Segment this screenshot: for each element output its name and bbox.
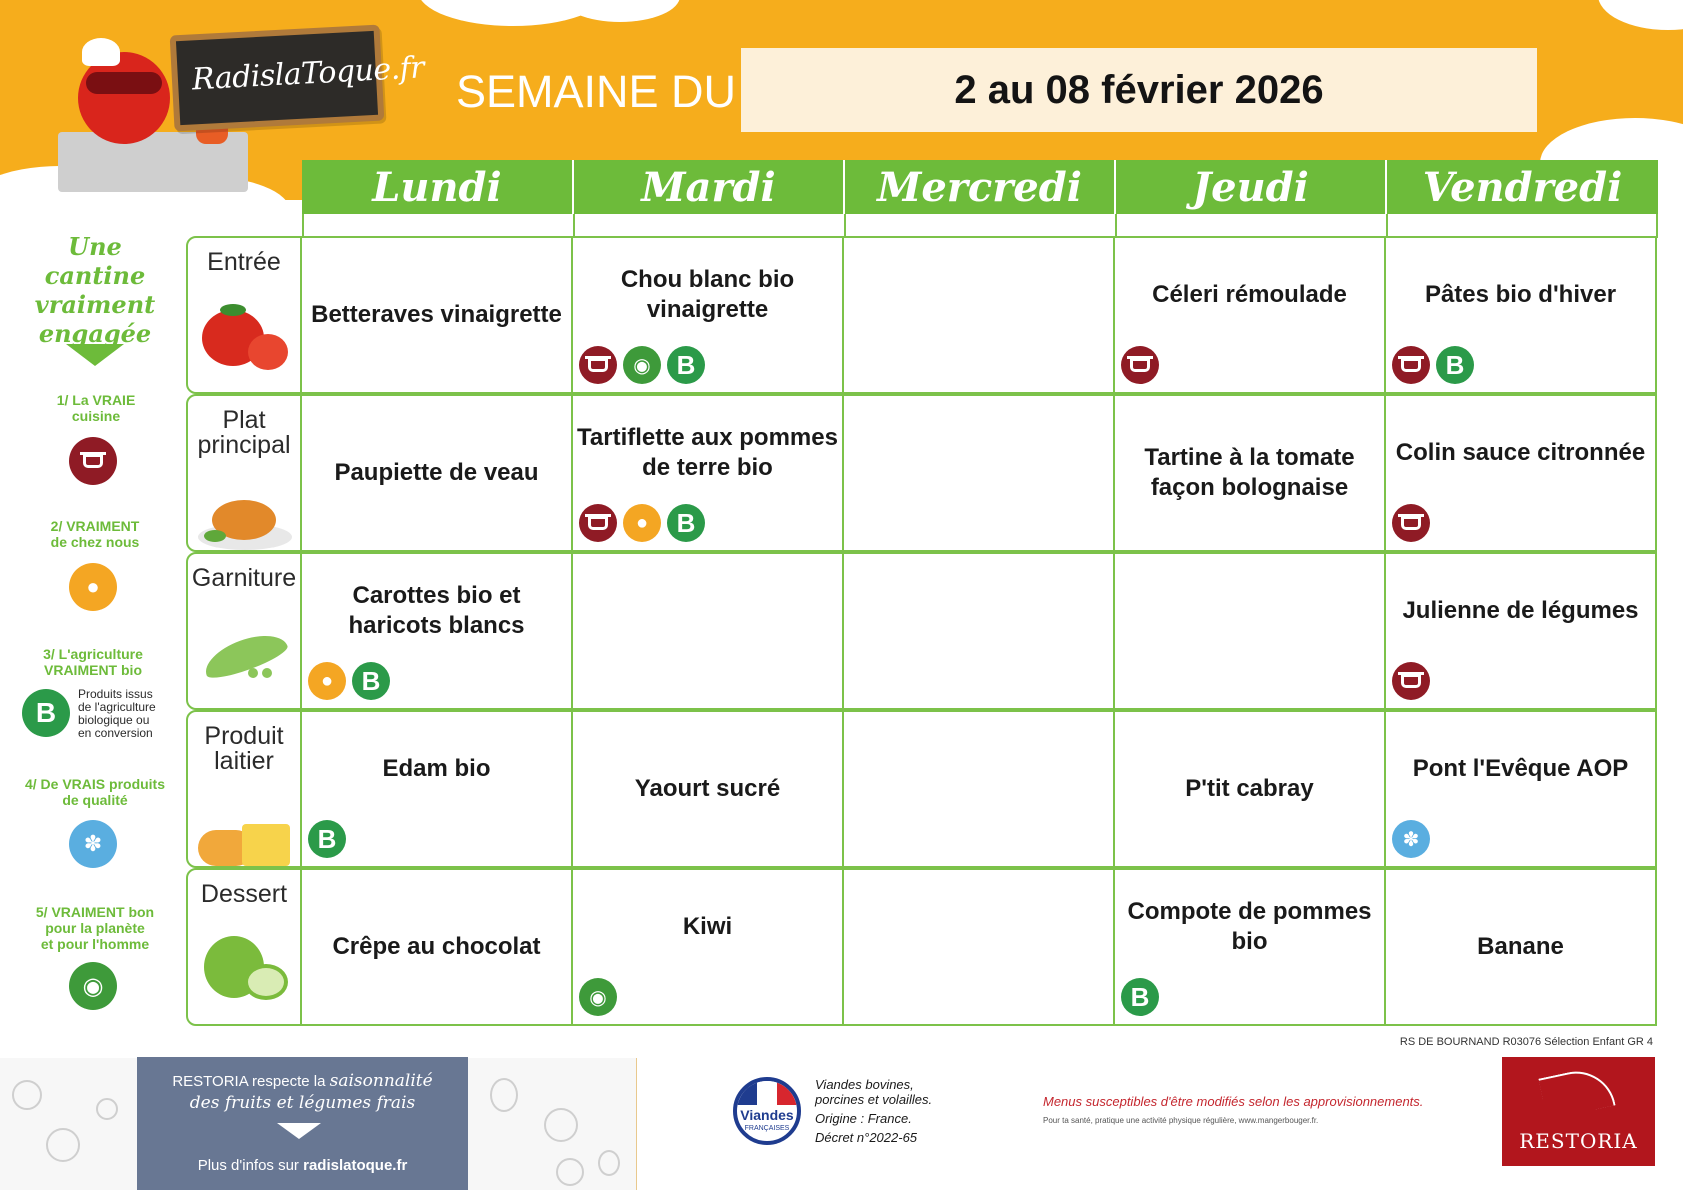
quality-rosette-icon: ✽ <box>1392 820 1430 858</box>
pot-glyph <box>1401 674 1421 688</box>
french-flag-icon <box>737 1081 797 1105</box>
label-badges <box>1392 346 1474 384</box>
category-label <box>188 882 300 907</box>
footer-divider <box>636 1058 637 1190</box>
pillar-1-line2: cuisine <box>71 408 121 424</box>
pot-icon <box>1392 346 1430 384</box>
bio-b-icon: B <box>1436 346 1474 384</box>
label-badges <box>1392 504 1430 542</box>
viandes-line: Viandes bovines, <box>815 1077 914 1092</box>
restoria-name: RESTORIA <box>1519 1129 1638 1153</box>
menu-cell-lundi <box>302 394 573 552</box>
label-badges <box>579 504 705 542</box>
bio-b-icon: B <box>1121 978 1159 1016</box>
sidebar-title <box>14 232 176 348</box>
peas-shape <box>248 668 258 678</box>
sidebar-title-line: vraiment <box>34 290 156 319</box>
subheader-lundi <box>302 214 575 238</box>
seasonality-line1 <box>137 1071 468 1091</box>
menu-cell-mardi <box>573 552 844 710</box>
category-label <box>188 408 300 458</box>
category-label <box>188 250 300 275</box>
category-label <box>188 724 300 774</box>
strawberry-icon <box>598 1150 620 1176</box>
logo-chalkboard[interactable] <box>170 25 425 132</box>
category-label <box>188 566 300 591</box>
subheader-mardi <box>573 214 846 238</box>
chef-hat-icon <box>82 38 120 66</box>
cheese-shape <box>242 824 290 866</box>
category-cell <box>186 710 302 868</box>
pot-icon <box>579 504 617 542</box>
label-badges <box>1121 346 1159 384</box>
menu-cell-jeudi <box>1115 710 1386 868</box>
category-label-line: Produit <box>204 722 284 750</box>
dish-name: Kiwi <box>682 913 733 940</box>
seasonality-line2: des fruits et légumes frais <box>189 1093 416 1113</box>
pot-glyph <box>83 454 103 468</box>
tomato-icon <box>198 298 292 368</box>
label-badges <box>1392 662 1430 700</box>
citrus-slice-icon <box>544 1108 578 1142</box>
bio-b-icon: B <box>667 346 705 384</box>
pillar-2-line2: de chez nous <box>50 534 140 550</box>
cheese-icon <box>198 800 292 870</box>
category-label-line: Dessert <box>200 880 288 908</box>
health-note: Pour ta santé, pratique une activité physique régulière, www.mangerbouger.fr. <box>1043 1116 1319 1125</box>
menu-cell-mercredi <box>844 236 1115 394</box>
dish-name: P'tit cabray <box>1185 775 1314 802</box>
menu-cell-jeudi <box>1115 394 1386 552</box>
bio-note-line: en conversion <box>78 726 153 740</box>
lemon-icon <box>12 1080 42 1110</box>
subheader-jeudi <box>1115 214 1388 238</box>
info-link[interactable]: radislatoque.fr <box>303 1157 408 1174</box>
pillar-4-line2: de qualité <box>62 792 128 808</box>
bio-note-line: de l'agriculture <box>78 700 156 714</box>
pillar-2-line1: 2/ VRAIMENT <box>50 518 140 534</box>
pot-icon <box>1392 504 1430 542</box>
category-cell <box>186 236 302 394</box>
tomato-shape <box>248 334 288 370</box>
menu-cell-lundi <box>302 710 573 868</box>
pot-icon <box>1121 346 1159 384</box>
pot-glyph <box>1401 516 1421 530</box>
menu-cell-mardi <box>573 710 844 868</box>
pillar-1-title <box>26 392 166 424</box>
farm-location-icon: ● <box>623 504 661 542</box>
menu-cell-vendredi <box>1386 710 1657 868</box>
farm-location-icon: ● <box>69 563 117 611</box>
category-label-line: Plat <box>222 406 266 434</box>
menu-cell-mercredi <box>844 868 1115 1026</box>
dish-name: Compote de pommes bio <box>1127 898 1372 955</box>
seasonality-prefix: RESTORIA respecte la <box>172 1073 326 1090</box>
mascot-mask <box>86 72 162 94</box>
dish-name: Crêpe au chocolat <box>332 933 541 960</box>
menu-cell-vendredi <box>1386 236 1657 394</box>
bio-b-icon: B <box>667 504 705 542</box>
pillar-3-line1: 3/ L'agriculture <box>43 646 143 662</box>
seasonality-arrow-icon <box>277 1123 321 1139</box>
day-header-jeudi: Jeudi <box>1116 160 1387 214</box>
menu-cell-mercredi <box>844 394 1115 552</box>
pillar-5-line2: pour la planète <box>45 920 145 936</box>
pot-icon <box>69 437 117 485</box>
menu-cell-lundi <box>302 868 573 1026</box>
roast-chicken-shape <box>204 530 226 542</box>
label-badges <box>308 820 346 858</box>
sidebar-title-line: engagée <box>38 319 152 348</box>
label-badges <box>308 662 390 700</box>
pillar-4-line1: 4/ De VRAIS produits <box>24 776 166 792</box>
dish-name: Chou blanc bio vinaigrette <box>620 266 795 323</box>
sidebar-title-line: Une cantine <box>44 232 146 290</box>
dish-name: Betteraves vinaigrette <box>311 301 562 328</box>
dish-name: Pâtes bio d'hiver <box>1424 281 1617 308</box>
pillar-5-line3: et pour l'homme <box>40 936 150 952</box>
pot-glyph <box>588 516 608 530</box>
seasonality-script: saisonnalité <box>329 1071 433 1091</box>
menu-cell-jeudi <box>1115 552 1386 710</box>
radish-icon <box>96 1098 118 1120</box>
category-cell <box>186 394 302 552</box>
menu-cell-jeudi <box>1115 236 1386 394</box>
apple-outline-icon <box>556 1158 584 1186</box>
logo-text: RadislaToque.fr <box>191 50 425 98</box>
viandes-line: porcines et volailles. <box>815 1092 933 1107</box>
menu-cell-vendredi <box>1386 394 1657 552</box>
dish-name: Tartiflette aux pommes de terre bio <box>577 424 838 481</box>
farm-location-icon: ● <box>308 662 346 700</box>
subheader-vendredi <box>1386 214 1658 238</box>
seasonality-panel <box>137 1057 468 1190</box>
quality-rosette-icon: ✽ <box>69 820 117 868</box>
day-header-lundi: Lundi <box>302 160 574 214</box>
bio-b-icon: B <box>22 689 70 737</box>
bio-b-icon: B <box>308 820 346 858</box>
planet-hands-icon: ◉ <box>579 978 617 1016</box>
label-badges <box>579 978 617 1016</box>
menu-cell-jeudi <box>1115 868 1386 1026</box>
dish-name: Pont l'Evêque AOP <box>1412 755 1629 782</box>
apple-icon <box>198 930 292 1000</box>
dish-name: Julienne de légumes <box>1402 597 1639 624</box>
reference-code: RS DE BOURNAND R03076 Sélection Enfant GR 4 <box>1399 1036 1653 1048</box>
dish-name: Tartine à la tomate façon bolognaise <box>1144 444 1355 501</box>
menu-cell-mercredi <box>844 552 1115 710</box>
seasonality-info <box>137 1157 468 1174</box>
pillar-1-line1: 1/ La VRAIE <box>56 392 136 408</box>
menu-cell-mercredi <box>844 710 1115 868</box>
pot-glyph <box>588 358 608 372</box>
planet-hands-icon: ◉ <box>623 346 661 384</box>
vf-logo-sub: FRANÇAISES <box>744 1125 790 1132</box>
bio-note <box>78 688 174 740</box>
restoria-swirl-icon <box>1538 1064 1615 1120</box>
bio-note-line: biologique ou <box>78 713 150 727</box>
info-prefix: Plus d'infos sur <box>197 1157 299 1174</box>
category-cell <box>186 868 302 1026</box>
pear-icon <box>490 1078 518 1112</box>
menu-cell-mardi <box>573 394 844 552</box>
apple-shape <box>244 964 288 1000</box>
category-cell <box>186 552 302 710</box>
menu-cell-lundi <box>302 552 573 710</box>
bio-b-icon: B <box>352 662 390 700</box>
viandes-note <box>815 1077 932 1145</box>
category-label-line: principal <box>197 431 291 459</box>
dish-name: Céleri rémoulade <box>1152 281 1347 308</box>
label-badges <box>1392 820 1430 858</box>
pot-icon <box>579 346 617 384</box>
day-header-mercredi: Mercredi <box>845 160 1116 214</box>
dish-name: Banane <box>1477 933 1564 960</box>
viandes-francaises-logo <box>733 1077 801 1145</box>
menus-disclaimer: Menus susceptibles d'être modifiés selon les approvisionnements. <box>1043 1094 1424 1109</box>
pot-glyph <box>1401 358 1421 372</box>
planet-hands-icon: ◉ <box>69 962 117 1010</box>
category-label-line: Entrée <box>207 248 281 276</box>
day-header-mardi: Mardi <box>574 160 845 214</box>
peas-shape <box>199 626 290 684</box>
pillar-3-line2: VRAIMENT bio <box>44 662 142 678</box>
week-label: SEMAINE DU <box>456 66 737 117</box>
dish-name: Colin sauce citronnée <box>1395 439 1646 466</box>
roast-chicken-icon <box>198 484 292 554</box>
menu-cell-mardi <box>573 236 844 394</box>
pillar-5-title <box>20 904 170 952</box>
pot-icon <box>1392 662 1430 700</box>
pillar-4-title <box>14 776 176 808</box>
label-badges <box>579 346 705 384</box>
tomato-shape <box>220 304 246 316</box>
dish-name: Yaourt sucré <box>634 775 781 802</box>
pillar-5-line1: 5/ VRAIMENT bon <box>35 904 155 920</box>
vf-logo-text: Viandes <box>740 1107 794 1123</box>
pot-glyph <box>1130 358 1150 372</box>
peas-shape <box>262 668 272 678</box>
day-header-vendredi: Vendredi <box>1387 160 1658 214</box>
bio-note-line: Produits issus <box>78 687 153 701</box>
orange-slice-icon <box>46 1128 80 1162</box>
restoria-logo <box>1502 1057 1655 1166</box>
pillar-2-title <box>20 518 170 550</box>
label-badges <box>1121 978 1159 1016</box>
date-range: 2 au 08 février 2026 <box>954 67 1324 112</box>
dish-name: Edam bio <box>382 755 491 782</box>
sidebar-arrow-icon <box>66 344 124 366</box>
menu-cell-vendredi <box>1386 552 1657 710</box>
pillar-3-title <box>18 646 168 678</box>
dish-name: Carottes bio et haricots blancs <box>348 582 525 639</box>
viandes-line: Décret n°2022-65 <box>815 1130 918 1145</box>
dish-name: Paupiette de veau <box>334 459 539 486</box>
menu-cell-vendredi <box>1386 868 1657 1026</box>
peas-icon <box>198 614 292 684</box>
category-label-line: laitier <box>214 747 274 775</box>
menu-cell-lundi <box>302 236 573 394</box>
category-label-line: Garniture <box>191 564 297 592</box>
menu-cell-mardi <box>573 868 844 1026</box>
date-box <box>741 48 1537 132</box>
subheader-mercredi <box>844 214 1117 238</box>
viandes-line: Origine : France. <box>815 1111 912 1126</box>
